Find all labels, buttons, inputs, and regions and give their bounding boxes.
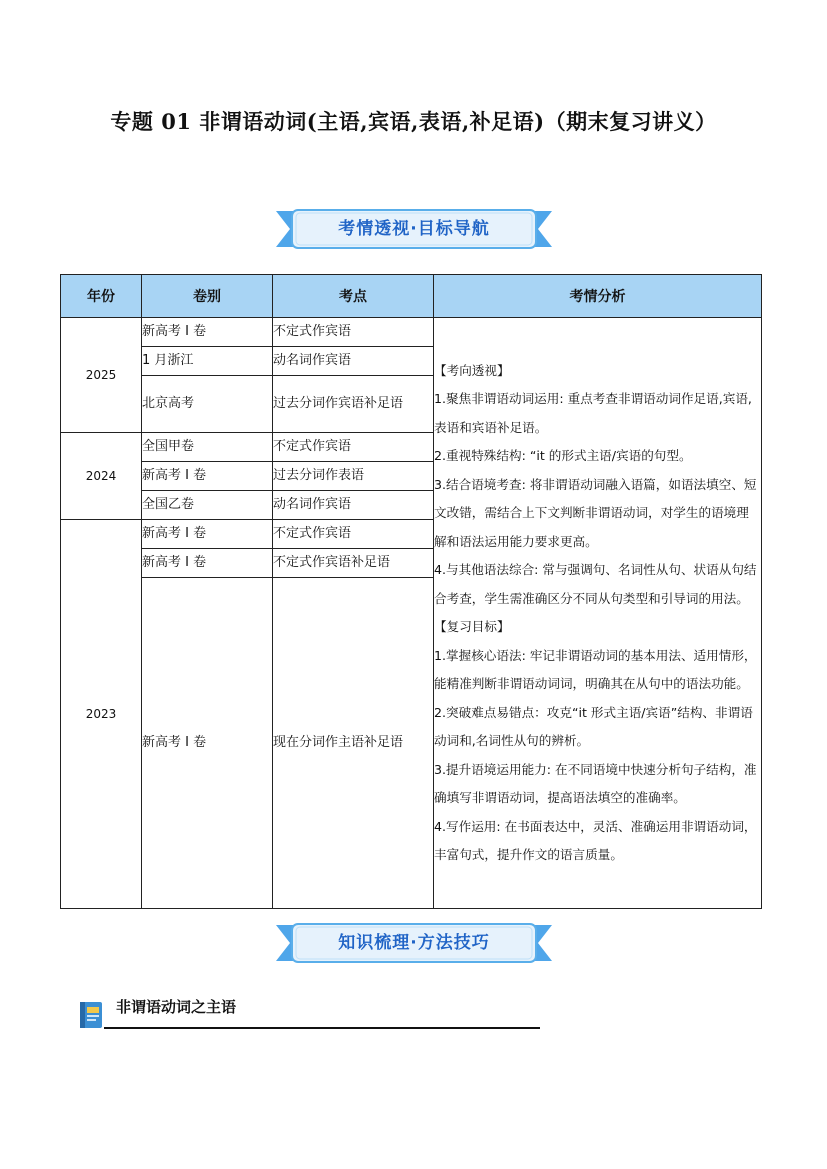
point-cell: 动名词作宾语: [273, 347, 434, 376]
paper-cell: 1 月浙江: [142, 347, 273, 376]
analysis-line: 4.写作运用: 在书面表达中，灵活、准确运用非谓语动词，丰富句式，提升作文的语言质量。: [434, 818, 757, 862]
analysis-heading-trends: 【考向透视】: [434, 362, 510, 378]
table-row: [61, 318, 762, 347]
point-cell: 动名词作宾语: [273, 491, 434, 520]
header-point: 考点: [273, 275, 434, 318]
analysis-line: 4.与其他语法综合: 常与强调句、名词性从句、状语从句结合考查，学生需准确区分不同从句类型和引导词的用法。: [434, 562, 757, 606]
paper-cell: 新高考 I 卷: [142, 578, 273, 909]
header-paper: 卷别: [142, 275, 273, 318]
paper-cell: 新高考 I 卷: [142, 462, 273, 491]
year-cell: 2025: [61, 318, 142, 433]
point-cell: 不定式作宾语: [273, 318, 434, 347]
point-cell: 现在分词作主语补足语: [273, 578, 434, 909]
page-title: 专题 01 非谓语动词(主语,宾语,表语,补足语)（期末复习讲义）: [110, 109, 717, 134]
year-cell: 2023: [61, 520, 142, 909]
analysis-line: 1.聚焦非谓语动词运用: 重点考查非谓语动词作足语,宾语,表语和宾语补足语。: [434, 391, 752, 435]
point-cell: 过去分词作表语: [273, 462, 434, 491]
point-cell: 不定式作宾语: [273, 433, 434, 462]
analysis-heading-goals: 【复习目标】: [434, 619, 510, 634]
section-underline: [104, 1027, 540, 1029]
banner-overview-label: 考情透视·目标导航: [338, 219, 490, 239]
banner-knowledge: [276, 923, 552, 963]
paper-cell: 新高考 I 卷: [142, 318, 273, 347]
header-analysis: 考情分析: [434, 275, 762, 318]
table-header-row: [61, 275, 762, 318]
exam-analysis-table: [60, 274, 762, 909]
banner-knowledge-label: 知识梳理·方法技巧: [338, 933, 490, 953]
analysis-line: 1.掌握核心语法: 牢记非谓语动词的基本用法、适用情形，能精准判断非谓语动词词，明确其在从句中的语法功能。: [434, 647, 757, 691]
paper-cell: 新高考 I 卷: [142, 549, 273, 578]
analysis-line: 2.重视特殊结构: “it 的形式主语/宾语的句型。: [434, 448, 692, 463]
banner-overview: [276, 209, 552, 249]
analysis-line: 3.结合语境考查: 将非谓语动词融入语篇，如语法填空、短文改错，需结合上下文判断非谓语动词，对学生的语境理解和语法运用能力要求更高。: [434, 476, 757, 549]
year-cell: 2024: [61, 433, 142, 520]
paper-cell: 全国甲卷: [142, 433, 273, 462]
paper-cell: 全国乙卷: [142, 491, 273, 520]
point-cell: 不定式作宾语补足语: [273, 549, 434, 578]
paper-cell: 北京高考: [142, 376, 273, 433]
section-heading: [78, 996, 540, 1034]
section-heading-label: 非谓语动词之主语: [116, 998, 237, 1016]
header-year: 年份: [61, 275, 142, 318]
analysis-line: 2.突破难点易错点：攻克“it 形式主语/宾语”结构、非谓语动词和,名词性从句的辨析。: [434, 704, 753, 748]
point-cell: 不定式作宾语: [273, 520, 434, 549]
analysis-line: 3.提升语境运用能力: 在不同语境中快速分析句子结构，准确填写非谓语动词，提高语法填空的准确率。: [434, 761, 757, 805]
paper-cell: 新高考 I 卷: [142, 520, 273, 549]
point-cell: 过去分词作宾语补足语: [273, 376, 434, 433]
analysis-cell: [434, 318, 762, 909]
book-icon: [78, 1000, 106, 1030]
